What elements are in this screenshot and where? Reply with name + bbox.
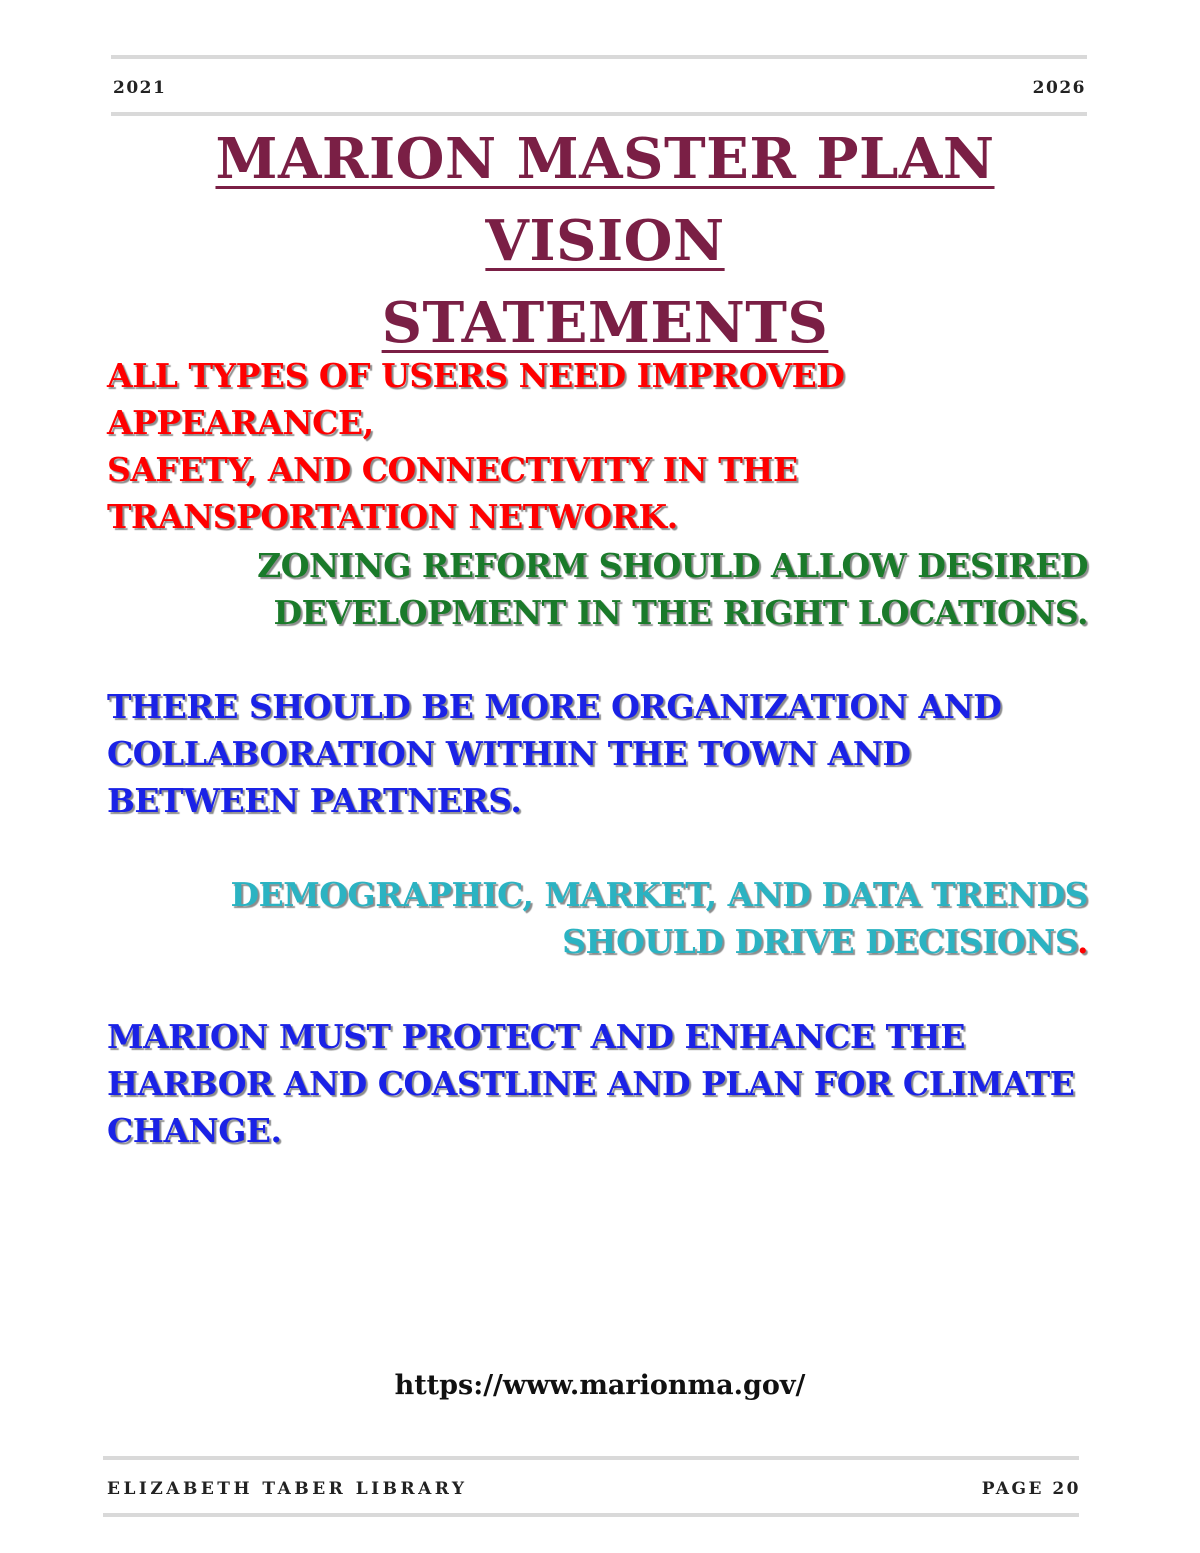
statement-line: BETWEEN PARTNERS.: [107, 781, 522, 820]
vision-statement-zoning: [188, 542, 1088, 636]
statement-line: DEVELOPMENT IN THE RIGHT LOCATIONS.: [273, 593, 1088, 632]
statement-line: ALL TYPES OF USERS NEED IMPROVED APPEARANCE,: [107, 356, 845, 442]
footer-rule-top: [103, 1456, 1079, 1460]
page-title: [100, 118, 1110, 364]
statement-line: CHANGE.: [107, 1111, 282, 1150]
statement-line-last: [188, 918, 1088, 965]
statement-line: HARBOR AND COASTLINE AND PLAN FOR CLIMATE: [107, 1064, 1075, 1103]
statement-line: ZONING REFORM SHOULD ALLOW DESIRED: [257, 546, 1088, 585]
header-rule-top: [111, 55, 1087, 59]
footer-rule-bottom: [103, 1513, 1079, 1517]
vision-statement-collaboration: [107, 683, 1097, 824]
statement-line: MARION MUST PROTECT AND ENHANCE THE: [107, 1017, 966, 1056]
year-end: 2026: [1032, 78, 1086, 98]
statement-line: COLLABORATION WITHIN THE TOWN AND: [107, 734, 911, 773]
page-title-line-1: MARION MASTER PLAN VISION: [215, 126, 995, 274]
statement-line: SAFETY, AND CONNECTIVITY IN THE: [107, 450, 798, 489]
statement-text: SHOULD DRIVE DECISIONS: [562, 922, 1077, 961]
page-title-line-2: STATEMENTS: [381, 290, 829, 356]
statement-line: TRANSPORTATION NETWORK.: [107, 497, 678, 536]
vision-statement-harbor-climate: [107, 1013, 1097, 1154]
year-start: 2021: [113, 78, 167, 98]
statement-period: .: [1077, 922, 1088, 961]
vision-statement-data-trends: [188, 871, 1088, 965]
statement-line: THERE SHOULD BE MORE ORGANIZATION AND: [107, 687, 1002, 726]
footer-page-number: PAGE 20: [981, 1479, 1081, 1499]
website-link[interactable]: https://www.marionma.gov/: [394, 1370, 806, 1401]
statement-line: DEMOGRAPHIC, MARKET, AND DATA TRENDS: [230, 875, 1088, 914]
footer-library-name: ELIZABETH TABER LIBRARY: [107, 1479, 468, 1499]
vision-statement-transportation: [107, 352, 1097, 540]
header-rule-bottom: [111, 112, 1087, 116]
